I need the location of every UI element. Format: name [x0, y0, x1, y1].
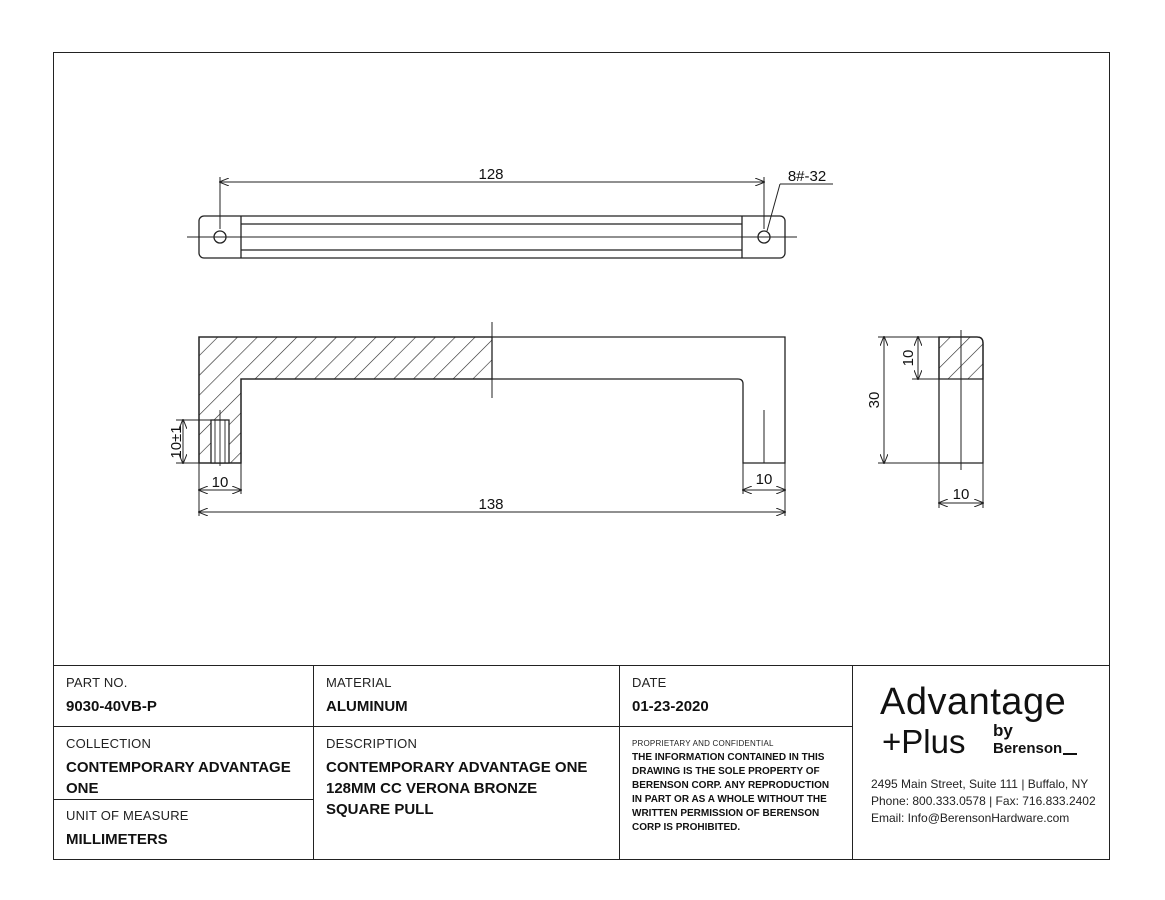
title-block-divider — [852, 665, 853, 860]
collection-value: ONE — [66, 780, 99, 797]
dim-overall-length: 138 — [478, 496, 504, 513]
description-line: CONTEMPORARY ADVANTAGE ONE — [326, 759, 588, 776]
proprietary-line: DRAWING IS THE SOLE PROPERTY OF — [632, 766, 820, 777]
dim-screw-depth: 10±1 — [168, 425, 185, 459]
description-line: SQUARE PULL — [326, 801, 434, 818]
proprietary-title: PROPRIETARY AND CONFIDENTIAL — [632, 739, 774, 748]
title-block-row-divider — [53, 799, 313, 800]
proprietary-line: THE INFORMATION CONTAINED IN THIS — [632, 752, 825, 763]
brand-phone: Phone: 800.333.0578 | Fax: 716.833.2402 — [871, 794, 1096, 808]
dim-top-span: 128 — [478, 166, 504, 183]
proprietary-notice — [632, 751, 847, 835]
description-label: DESCRIPTION — [326, 736, 418, 751]
date-label: DATE — [632, 675, 667, 690]
proprietary-line: IN PART OR AS A WHOLE WITHOUT THE — [632, 794, 827, 805]
dim-left-leg: 10 — [211, 474, 229, 491]
title-block-top-border — [53, 665, 1110, 666]
part-no-label: PART NO. — [66, 675, 128, 690]
unit-label: UNIT OF MEASURE — [66, 808, 189, 823]
proprietary-line: CORP IS PROHIBITED. — [632, 822, 741, 833]
unit-value: MILLIMETERS — [66, 831, 168, 848]
title-block-divider — [619, 665, 620, 860]
collection-value: CONTEMPORARY ADVANTAGE — [66, 759, 291, 776]
collection-label: COLLECTION — [66, 736, 152, 751]
side-view — [878, 330, 983, 508]
proprietary-line: WRITTEN PERMISSION OF BERENSON — [632, 808, 820, 819]
material-label: MATERIAL — [326, 675, 392, 690]
brand-logo-plus: +Plus — [882, 723, 966, 760]
material-value: ALUMINUM — [326, 698, 408, 715]
brand-address: 2495 Main Street, Suite 111 | Buffalo, NY — [871, 777, 1089, 791]
brand-logo-advantage: Advantage — [880, 681, 1067, 723]
brand-logo-berenson: Berenson — [993, 740, 1063, 757]
title-block-divider — [313, 665, 314, 860]
dim-side-height: 30 — [866, 391, 883, 409]
proprietary-line: BERENSON CORP. ANY REPRODUCTION — [632, 780, 830, 791]
brand-logo-underline — [1063, 753, 1077, 755]
description-line: 128MM CC VERONA BRONZE — [326, 780, 538, 797]
dim-side-top: 10 — [900, 349, 917, 367]
dim-side-width: 10 — [952, 486, 970, 503]
brand-email: Email: Info@BerensonHardware.com — [871, 811, 1070, 825]
front-section-view — [176, 322, 785, 516]
dim-right-leg: 10 — [755, 471, 773, 488]
top-view — [187, 177, 833, 258]
dim-thread: 8#-32 — [787, 168, 827, 185]
date-value: 01-23-2020 — [632, 698, 709, 715]
title-block-row-divider — [53, 726, 852, 727]
part-no-value: 9030-40VB-P — [66, 698, 157, 715]
brand-logo-by: by — [993, 721, 1013, 740]
